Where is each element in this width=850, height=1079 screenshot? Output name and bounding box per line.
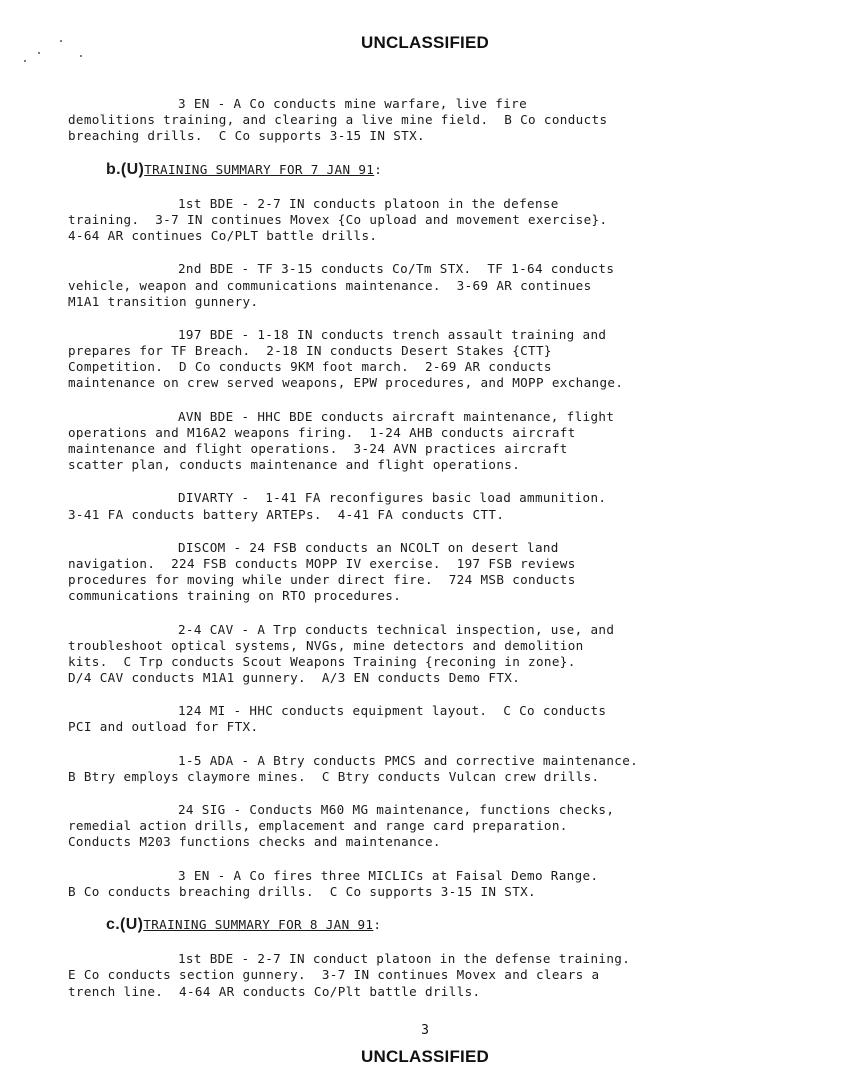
text-line: B Btry employs claymore mines. C Btry conducts Vulcan crew drills. — [68, 768, 600, 784]
text-line: M1A1 transition gunnery. — [68, 293, 259, 309]
section-heading — [106, 917, 768, 933]
text-line: 2nd BDE - TF 3-15 conducts Co/Tm STX. TF 1-64 conducts — [178, 261, 615, 277]
classification-header: UNCLASSIFIED — [360, 33, 490, 52]
text-line: 3-41 FA conducts battery ARTEPs. 4-41 FA conducts CTT. — [68, 506, 505, 522]
text-line: communications training on RTO procedures. — [68, 588, 402, 604]
paragraph — [68, 261, 768, 310]
text-line: training. 3-7 IN continues Movex {Co upload and movement exercise}. — [68, 211, 608, 227]
text-line: navigation. 224 FSB conducts MOPP IV exercise. 197 FSB reviews — [68, 555, 576, 571]
text-line: D/4 CAV conducts M1A1 gunnery. A/3 EN conducts Demo FTX. — [68, 670, 521, 686]
text-line: troubleshoot optical systems, NVGs, mine detectors and demolition — [68, 637, 584, 653]
section-title: TRAINING SUMMARY FOR 8 JAN 91 — [143, 916, 374, 932]
text-line: 1st BDE - 2-7 IN conducts platoon in the defense — [178, 195, 559, 211]
text-line: B Co conducts breaching drills. C Co supports 3-15 IN STX. — [68, 883, 536, 899]
paragraph — [68, 409, 768, 474]
text-line: prepares for TF Breach. 2-18 IN conducts Desert Stakes {CTT} — [68, 343, 552, 359]
paragraph — [68, 703, 768, 735]
paragraph — [68, 622, 768, 687]
text-line: remedial action drills, emplacement and range card preparation. — [68, 818, 568, 834]
section-title-suffix: : — [373, 916, 382, 932]
text-line: vehicle, weapon and communications maintenance. 3-69 AR continues — [68, 277, 592, 293]
text-line: breaching drills. C Co supports 3-15 IN STX. — [68, 128, 425, 144]
document-body — [68, 96, 768, 1017]
text-line: Competition. D Co conducts 9KM foot march. 2-69 AR conducts — [68, 359, 552, 375]
text-line: DIVARTY - 1-41 FA reconfigures basic load ammunition. — [178, 490, 607, 506]
text-line: maintenance and flight operations. 3-24 AVN practices aircraft — [68, 441, 568, 457]
paragraph — [68, 753, 768, 785]
section-title: TRAINING SUMMARY FOR 7 JAN 91 — [144, 161, 375, 177]
paragraph — [68, 490, 768, 522]
paragraph — [68, 951, 768, 1000]
paragraph — [68, 196, 768, 245]
paragraph — [68, 327, 768, 392]
text-line: 2-4 CAV - A Trp conducts technical inspection, use, and — [178, 621, 615, 637]
text-line: maintenance on crew served weapons, EPW procedures, and MOPP exchange. — [68, 375, 624, 391]
text-line: Conducts M203 functions checks and maintenance. — [68, 834, 441, 850]
text-line: AVN BDE - HHC BDE conducts aircraft maintenance, flight — [178, 408, 615, 424]
text-line: trench line. 4-64 AR conducts Co/Plt battle drills. — [68, 983, 481, 999]
text-line: 197 BDE - 1-18 IN conducts trench assault training and — [178, 326, 607, 342]
text-line: scatter plan, conducts maintenance and flight operations. — [68, 457, 521, 473]
scan-speck — [80, 55, 82, 57]
paragraph — [68, 96, 768, 145]
page-number: 3 — [421, 1023, 429, 1038]
text-line: 4-64 AR continues Co/PLT battle drills. — [68, 228, 378, 244]
text-line: DISCOM - 24 FSB conducts an NCOLT on desert land — [178, 539, 559, 555]
text-line: PCI and outload for FTX. — [68, 719, 259, 735]
text-line: E Co conducts section gunnery. 3-7 IN continues Movex and clears a — [68, 967, 600, 983]
section-label: c.(U) — [106, 915, 144, 933]
section-title-suffix: : — [374, 161, 383, 177]
text-line: 124 MI - HHC conducts equipment layout. C Co conducts — [178, 703, 607, 719]
text-line: 24 SIG - Conducts M60 MG maintenance, functions checks, — [178, 802, 615, 818]
paragraph — [68, 868, 768, 900]
classification-footer: UNCLASSIFIED — [360, 1047, 490, 1066]
section-heading — [106, 162, 768, 178]
text-line: 1-5 ADA - A Btry conducts PMCS and corrective maintenance. — [178, 752, 639, 768]
text-line: 1st BDE - 2-7 IN conduct platoon in the defense training. — [178, 951, 631, 967]
text-line: 3 EN - A Co conducts mine warfare, live fire — [178, 96, 528, 111]
text-line: demolitions training, and clearing a live mine field. B Co conducts — [68, 112, 608, 128]
text-line: kits. C Trp conducts Scout Weapons Training {reconing in zone}. — [68, 653, 576, 669]
text-line: 3 EN - A Co fires three MICLICs at Faisal Demo Range. — [178, 867, 599, 883]
section-label: b.(U) — [106, 160, 145, 178]
paragraph — [68, 802, 768, 851]
paragraph — [68, 540, 768, 605]
text-line: procedures for moving while under direct fire. 724 MSB conducts — [68, 572, 576, 588]
text-line: operations and M16A2 weapons firing. 1-24 AHB conducts aircraft — [68, 424, 576, 440]
scan-speck — [24, 60, 26, 62]
